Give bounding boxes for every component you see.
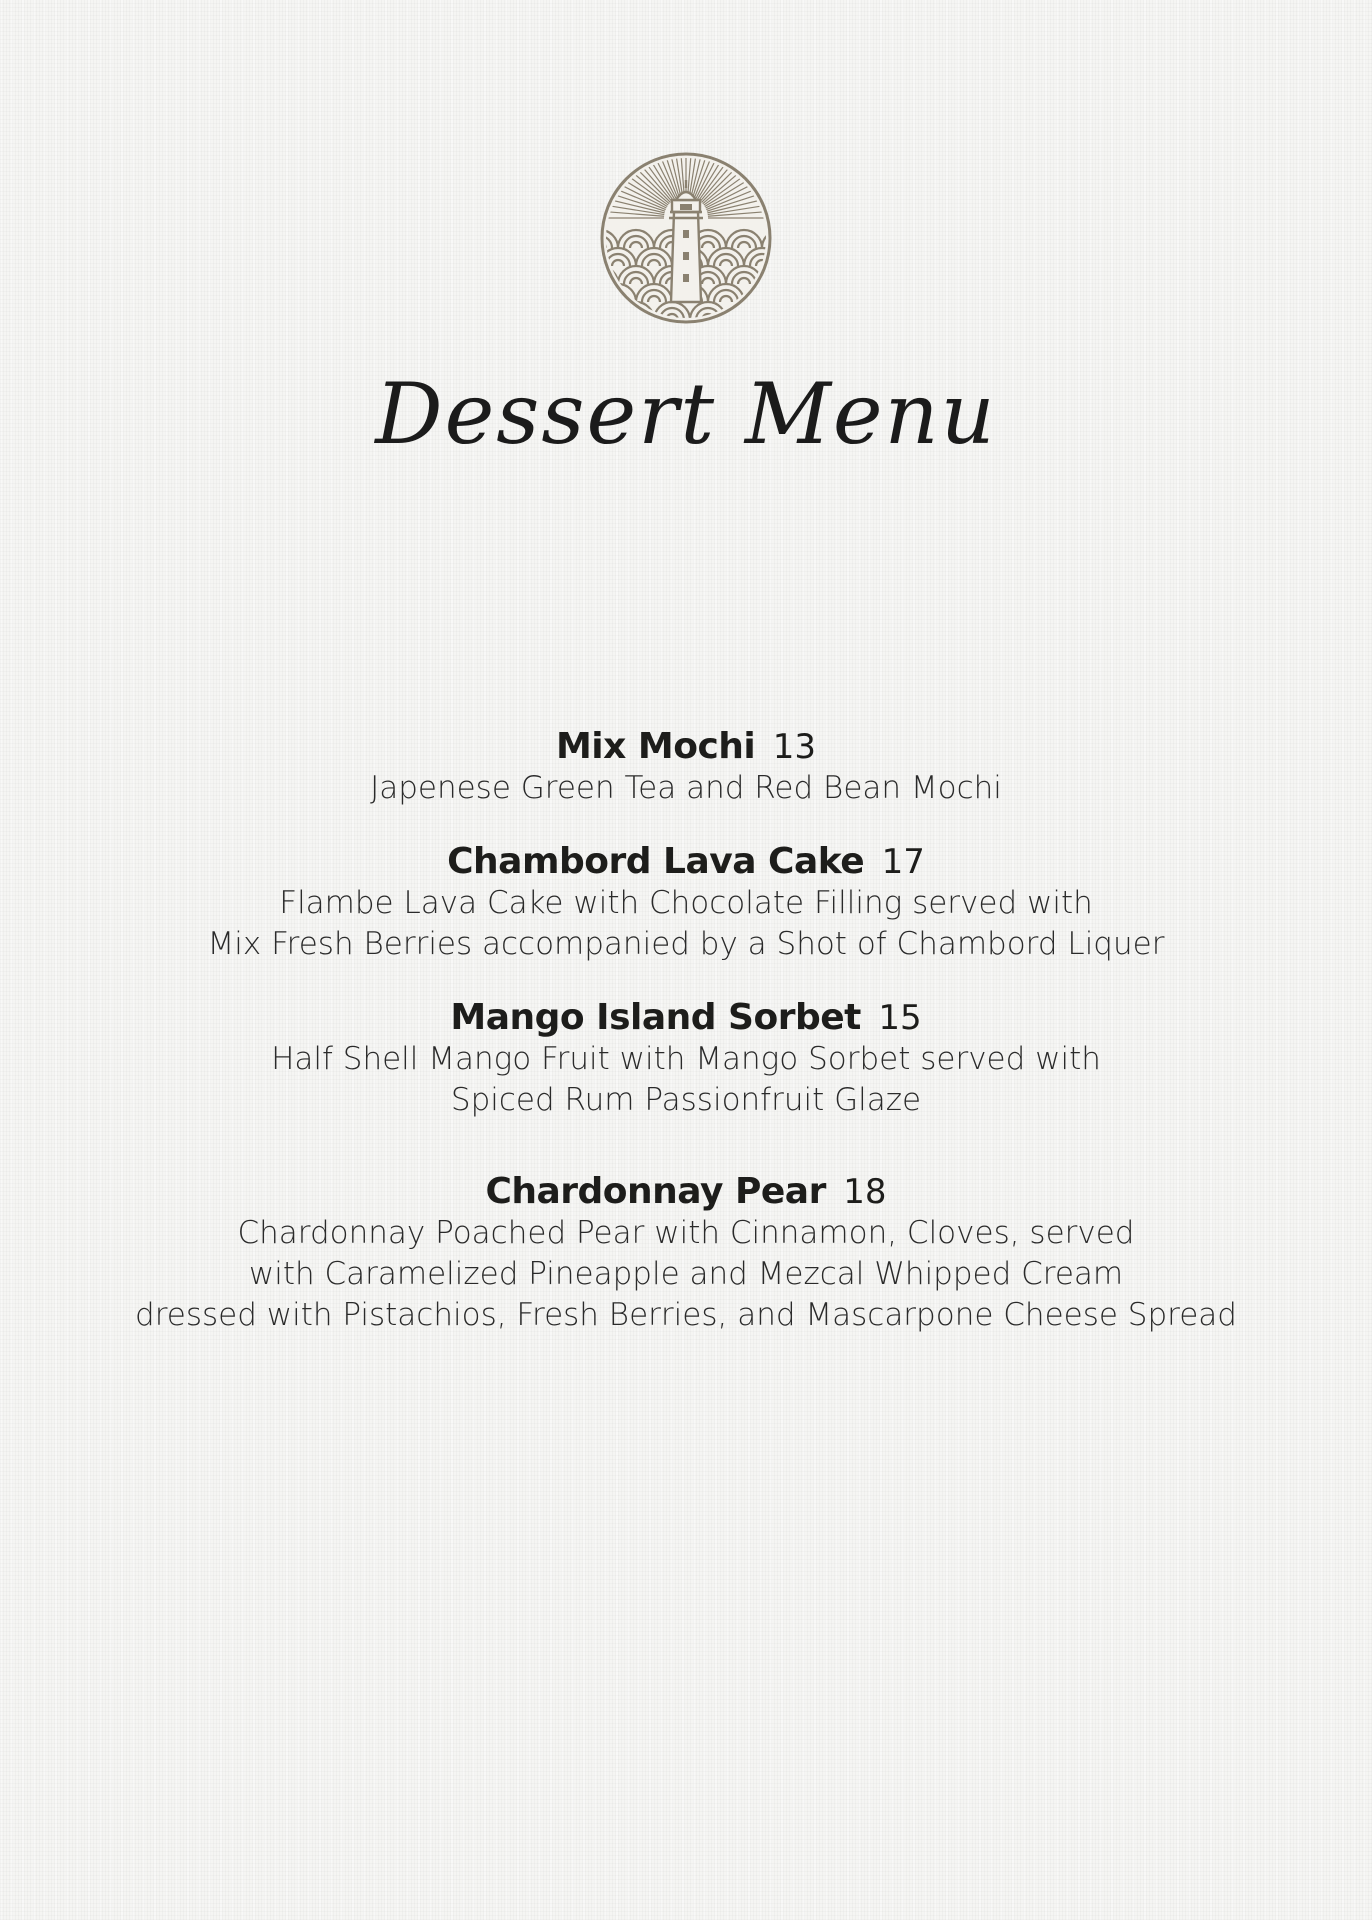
menu-item-description: dressed with Pistachios, Fresh Berries, and Mascarpone Cheese Spread xyxy=(135,1297,1237,1333)
menu-item-name: Chardonnay Pear xyxy=(485,1171,826,1212)
menu-item xyxy=(0,997,1372,1121)
menu-item-name: Chambord Lava Cake xyxy=(447,841,865,882)
menu-item-description: with Caramelized Pineapple and Mezcal Whipped Cream xyxy=(248,1256,1124,1292)
menu-item-description: Spiced Rum Passionfruit Glaze xyxy=(450,1082,922,1118)
menu-item-name: Mix Mochi xyxy=(555,726,756,767)
menu-item-price: 15 xyxy=(878,998,922,1038)
menu-item xyxy=(0,1171,1372,1336)
menu-list xyxy=(0,726,1372,1336)
menu-item xyxy=(0,726,1372,809)
menu-item-description: Half Shell Mango Fruit with Mango Sorbet served with xyxy=(271,1041,1101,1077)
menu-item-price: 17 xyxy=(881,842,925,882)
menu-item-description: Flambe Lava Cake with Chocolate Filling served with xyxy=(279,885,1093,921)
menu-item-price: 13 xyxy=(772,727,816,767)
menu-item-description: Japenese Green Tea and Red Bean Mochi xyxy=(370,770,1002,806)
menu-item-description: Chardonnay Poached Pear with Cinnamon, Cloves, served xyxy=(237,1215,1135,1251)
menu-item-name: Mango Island Sorbet xyxy=(450,997,861,1038)
menu-item xyxy=(0,841,1372,965)
menu-item-price: 18 xyxy=(843,1172,887,1212)
lighthouse-emblem-icon xyxy=(600,152,772,324)
menu-item-description: Mix Fresh Berries accompanied by a Shot of Chambord Liquer xyxy=(207,926,1165,962)
menu-title: Dessert Menu xyxy=(375,365,997,463)
